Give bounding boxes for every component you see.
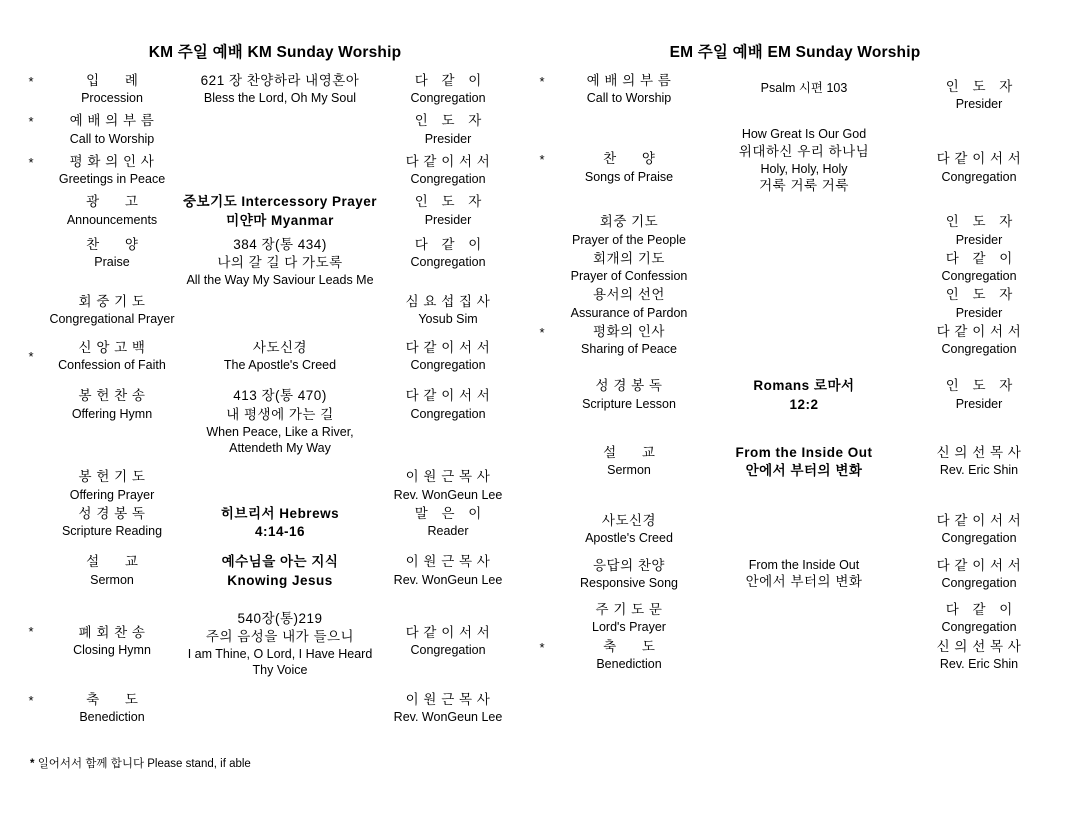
order-leader: 인 도 자 Presider [945, 287, 1018, 320]
order-item: 사도신경 Apostle's Creed [585, 513, 673, 546]
stand-marker: * [539, 324, 545, 340]
order-row [530, 213, 1060, 247]
order-row [530, 512, 1060, 546]
order-leader: 다 같 이 서 서 Congregation [405, 153, 491, 187]
order-row [530, 377, 1060, 413]
order-item: 폐 회 찬 송 Closing Hymn [73, 624, 151, 657]
order-leader: 다 같 이 서 서 Congregation [936, 557, 1022, 590]
order-detail: 히브리서 Hebrews 4:14-16 [220, 505, 340, 540]
order-item: 예 배 의 부 름 Call to Worship [69, 113, 155, 146]
order-detail: 540장(통)219 주의 음성을 내가 들으니 I am Thine, O Lord, I Have Heard Thy Voice [187, 610, 373, 678]
order-row [530, 250, 1060, 284]
order-detail: 예수님을 아는 지식 Knowing Jesus [221, 554, 339, 588]
order-item: 봉 헌 찬 송 Offering Hymn [71, 388, 153, 421]
order-row [530, 286, 1060, 320]
order-detail: How Great Is Our God 위대하신 우리 하나님 Holy, Holy, Holy 거룩 거룩 거룩 [738, 127, 870, 194]
stand-marker: * [28, 623, 34, 639]
order-row [20, 193, 530, 229]
order-item: 용서의 선언 Assurance of Pardon [570, 287, 688, 320]
stand-marker: * [28, 74, 34, 89]
order-item: 축 도 Benediction [596, 638, 666, 671]
order-leader: 다 같 이 Congregation [410, 73, 487, 106]
order-leader: 인 도 자 Presider [945, 79, 1018, 112]
stand-marker [20, 293, 42, 295]
stand-marker [530, 512, 554, 514]
order-item: 회개의 기도 Prayer of Confession [570, 250, 688, 284]
stand-marker: * [28, 692, 34, 708]
order-leader: 인 도 자 Presider [414, 113, 487, 146]
order-row [20, 236, 530, 289]
stand-marker: * [539, 152, 545, 168]
stand-marker [20, 505, 42, 507]
order-leader: 다 같 이 서 서 Congregation [936, 151, 1022, 184]
order-leader: 인 도 자 Presider [945, 378, 1018, 411]
order-item: 봉 헌 기 도 Offering Prayer [69, 469, 155, 502]
order-leader: 인 도 자 Presider [414, 194, 487, 227]
order-leader: 이 원 근 목 사 Rev. WonGeun Lee [393, 554, 503, 587]
order-leader: 다 같 이 서 서 Congregation [405, 388, 491, 421]
order-leader: 다 같 이 서 서 Congregation [405, 340, 491, 373]
stand-marker [530, 557, 554, 559]
order-detail: 384 장(통 434) 나의 갈 길 다 가도록 All the Way My Saviour Leads Me [186, 236, 374, 288]
order-row [20, 153, 530, 187]
em-panel-title: EM 주일 예배 EM Sunday Worship [669, 44, 921, 61]
order-item: 설 교 Sermon [603, 444, 666, 477]
order-row [530, 557, 1060, 591]
order-item: 설 교 Sermon [86, 554, 149, 587]
order-row [20, 553, 530, 589]
order-leader: 이 원 근 목 사 Rev. WonGeun Lee [393, 469, 503, 502]
order-detail: 413 장(통 470) 내 평생에 가는 길 When Peace, Like a River, Attendeth My Way [206, 388, 354, 456]
order-leader: 인 도 자 Presider [945, 214, 1018, 247]
order-leader: 다 같 이 서 서 Congregation [405, 624, 491, 657]
order-item: 축 도 Benediction [79, 691, 149, 724]
stand-marker [530, 213, 554, 215]
order-row [530, 72, 1060, 112]
order-leader: 말 은 이 Reader [414, 505, 487, 539]
order-item: 회중 기도 Prayer of the People [572, 214, 686, 247]
stand-marker [530, 444, 554, 446]
order-detail: 중보기도 Intercessory Prayer 미얀마 Myanmar [183, 194, 377, 228]
order-leader: 신 의 선 목 사 Rev. Eric Shin [936, 638, 1022, 671]
order-item: 성 경 봉 독 Scripture Lesson [582, 378, 676, 411]
order-detail: Romans 로마서 12:2 [753, 378, 855, 412]
stand-marker [530, 286, 554, 288]
order-item: 회 중 기 도 Congregational Prayer [49, 293, 175, 326]
order-detail: 사도신경 The Apostle's Creed [223, 340, 337, 373]
order-item: 평 화 의 인 사 Greetings in Peace [58, 153, 166, 187]
order-leader: 다 같 이 Congregation [941, 250, 1018, 284]
order-row [530, 444, 1060, 480]
km-panel-title: KM 주일 예배 KM Sunday Worship [148, 44, 402, 61]
order-item: 찬 양 Songs of Praise [584, 151, 674, 184]
stand-marker [20, 387, 42, 389]
order-row [20, 339, 530, 373]
stand-marker: * [539, 639, 545, 655]
km-order-of-worship-list [20, 72, 530, 725]
order-row [530, 323, 1060, 357]
stand-marker: * [539, 74, 545, 89]
stand-marker: * [28, 154, 34, 170]
km-worship-panel [20, 40, 530, 725]
footnote-text: 일어서서 함께 합니다 Please stand, if able [37, 758, 251, 770]
footnote-star: * [30, 758, 35, 770]
order-detail: From the Inside Out 안에서 부터의 변화 [745, 557, 863, 589]
order-item: 신 앙 고 백 Confession of Faith [58, 340, 166, 373]
order-row [20, 112, 530, 146]
order-leader: 심 요 섭 집 사 Yosub Sim [405, 293, 491, 326]
order-row [20, 387, 530, 456]
order-leader: 이 원 근 목 사 Rev. WonGeun Lee [393, 691, 503, 724]
order-detail: From the Inside Out 안에서 부터의 변화 [735, 444, 873, 478]
order-row [20, 505, 530, 541]
order-row [20, 610, 530, 679]
stand-footnote [30, 757, 251, 772]
order-detail: Psalm 시편 103 [760, 81, 848, 95]
stand-marker [20, 236, 42, 238]
stand-marker: * [28, 114, 34, 130]
order-row [530, 126, 1060, 195]
order-leader: 다 같 이 Congregation [410, 236, 487, 270]
em-order-of-worship-list [530, 72, 1060, 672]
order-item: 응답의 찬양 Responsive Song [580, 557, 678, 590]
stand-marker [530, 377, 554, 379]
order-item: 입 례 Procession [81, 73, 149, 106]
order-row [530, 601, 1060, 635]
order-row [20, 691, 530, 725]
order-item: 찬 양 Praise [86, 236, 149, 270]
order-leader: 다 같 이 서 서 Congregation [936, 513, 1022, 546]
stand-marker [530, 601, 554, 603]
order-leader: 다 같 이 서 서 Congregation [936, 323, 1022, 357]
order-item: 광 고 Announcements [66, 194, 158, 227]
stand-marker [20, 193, 42, 195]
order-item: 성 경 봉 독 Scripture Reading [61, 505, 163, 539]
order-item: 주 기 도 문 Lord's Prayer [592, 602, 666, 635]
order-row [20, 72, 530, 106]
stand-marker [20, 553, 42, 555]
stand-marker [530, 250, 554, 252]
order-item: 예 배 의 부 름 Call to Worship [586, 73, 672, 106]
order-row [530, 638, 1060, 672]
stand-marker [20, 468, 42, 470]
order-row [20, 468, 530, 502]
order-item: 평화의 인사 Sharing of Peace [581, 323, 677, 357]
em-worship-panel [530, 40, 1060, 672]
order-leader: 다 같 이 Congregation [941, 602, 1018, 635]
stand-marker: * [28, 349, 34, 364]
order-detail: 621 장 찬양하라 내영혼아 Bless the Lord, Oh My Soul [200, 73, 360, 106]
order-row [20, 293, 530, 327]
order-leader: 신 의 선 목 사 Rev. Eric Shin [936, 444, 1022, 477]
